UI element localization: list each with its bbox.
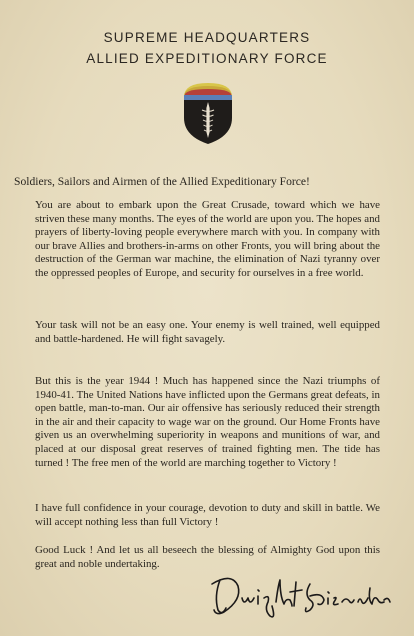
- signature: [206, 566, 392, 622]
- paragraph-confidence: I have full confidence in your courage, devotion to duty and skill in battle. We will accept nothing less than full Victory !: [35, 502, 380, 528]
- paragraph-crusade: You are about to embark upon the Great Crusade, toward which we have striven these many months. The eyes of the world are upon you. The hopes and prayers of liberty-loving people everywhere march with you. In company with our brave Allies and brothers-in-arms on other Fronts, you will bring about the destruction of the German war machine, the elimination of Nazi tyranny over the oppressed peoples of Europe, and security for ourselves in a free world.: [35, 199, 380, 279]
- paragraph-good-luck: Good Luck ! And let us all beseech the blessing of Almighty God upon this great and noble undertaking.: [35, 544, 380, 570]
- salutation: Soldiers, Sailors and Airmen of the Allied Expeditionary Force!: [14, 175, 310, 188]
- paragraph-year-1944: But this is the year 1944 ! Much has happened since the Nazi triumphs of 1940-41. The United Nations have inflicted upon the Germans great defeats, in open battle, man-to-man. Our air offensive has seriously reduced their strength in the air and their capacity to wage war on the ground. Our Home Fronts have given us an overwhelming superiority in weapons and munitions of war, and placed at our disposal great reserves of trained fighting men. The tide has turned ! The free men of the world are marching together to Victory !: [35, 375, 380, 469]
- header-title: SUPREME HEADQUARTERS: [103, 30, 311, 45]
- header-subtitle: ALLIED EXPEDITIONARY FORCE: [86, 51, 328, 66]
- shield-sword-icon: [182, 80, 234, 146]
- paragraph-task: Your task will not be an easy one. Your enemy is well trained, well equipped and battle-hardened. He will fight savagely.: [35, 319, 380, 345]
